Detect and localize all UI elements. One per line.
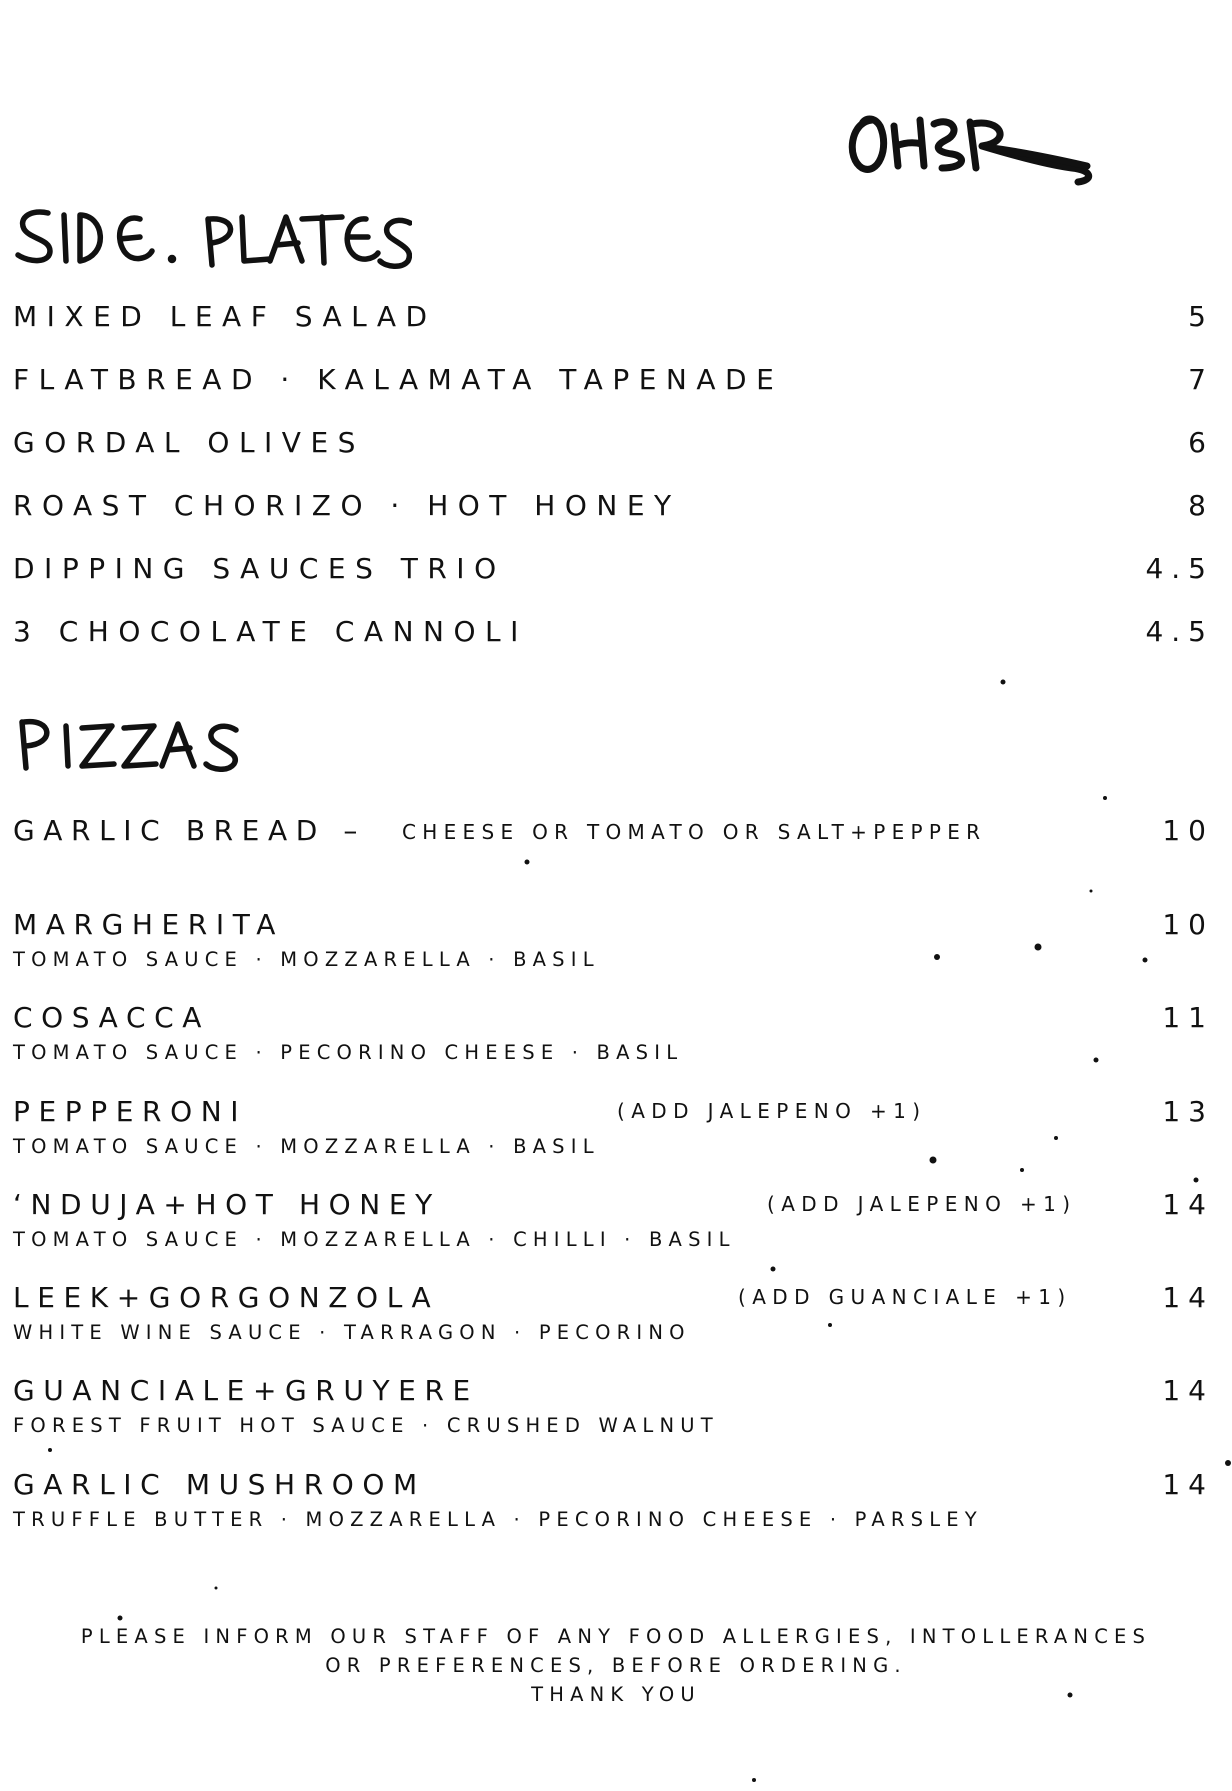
list-item bbox=[0, 1095, 1232, 1188]
item-name: ‘NDUJA+HOT HONEY bbox=[13, 1187, 441, 1221]
side-plates-heading bbox=[12, 205, 412, 271]
item-name: GARLIC BREAD – bbox=[13, 814, 366, 847]
item-description: TOMATO SAUCE · PECORINO CHEESE · BASIL bbox=[13, 1041, 684, 1065]
garlic-bread-row bbox=[0, 814, 1232, 854]
allergy-notice bbox=[0, 1622, 1232, 1709]
item-price: 14 bbox=[1162, 1467, 1214, 1501]
list-item bbox=[0, 1001, 1232, 1094]
item-name: PEPPERONI bbox=[13, 1094, 248, 1128]
item-addon: (ADD GUANCIALE +1) bbox=[738, 1285, 1072, 1310]
item-price: 10 bbox=[1162, 814, 1214, 847]
list-item bbox=[0, 1188, 1232, 1281]
item-name: COSACCA bbox=[13, 1001, 211, 1035]
item-price: 11 bbox=[1162, 1001, 1214, 1035]
list-item bbox=[0, 479, 1232, 542]
item-price: 4.5 bbox=[1145, 552, 1214, 585]
item-description: WHITE WINE SAUCE · TARRAGON · PECORINO bbox=[13, 1321, 691, 1345]
item-name: MIXED LEAF SALAD bbox=[13, 300, 437, 333]
list-item bbox=[0, 353, 1232, 416]
item-description: TOMATO SAUCE · MOZZARELLA · BASIL bbox=[13, 1134, 600, 1158]
item-name: GORDAL OLIVES bbox=[13, 426, 365, 459]
notice-line: THANK YOU bbox=[531, 1683, 701, 1706]
side-plates-list bbox=[0, 290, 1232, 668]
item-addon: (ADD JALEPENO +1) bbox=[617, 1098, 927, 1123]
item-name: GARLIC MUSHROOM bbox=[13, 1467, 426, 1501]
item-options: CHEESE OR TOMATO OR SALT+PEPPER bbox=[402, 820, 987, 844]
list-item bbox=[0, 1374, 1232, 1467]
item-name: 3 CHOCOLATE CANNOLI bbox=[13, 615, 528, 648]
item-price: 7 bbox=[1188, 363, 1214, 396]
pizza-list bbox=[0, 908, 1232, 1561]
list-item bbox=[0, 1468, 1232, 1561]
item-name: GUANCIALE+GRUYERE bbox=[13, 1374, 479, 1408]
item-price: 4.5 bbox=[1145, 615, 1214, 648]
item-price: 14 bbox=[1162, 1281, 1214, 1315]
item-name: FLATBREAD · KALAMATA TAPENADE bbox=[13, 363, 784, 396]
list-item bbox=[0, 290, 1232, 353]
notice-line: PLEASE INFORM OUR STAFF OF ANY FOOD ALLERGIES, INTOLLERANCES bbox=[80, 1625, 1152, 1648]
item-name: DIPPING SAUCES TRIO bbox=[13, 552, 506, 585]
pizzas-heading bbox=[12, 712, 242, 772]
list-item bbox=[0, 1281, 1232, 1374]
item-price: 14 bbox=[1162, 1374, 1214, 1408]
item-price: 14 bbox=[1162, 1187, 1214, 1221]
item-addon: (ADD JALEPENO +1) bbox=[767, 1191, 1077, 1216]
brand-logo bbox=[842, 108, 1102, 203]
item-price: 6 bbox=[1188, 426, 1214, 459]
item-description: TOMATO SAUCE · MOZZARELLA · CHILLI · BASIL bbox=[13, 1227, 736, 1251]
item-name: ROAST CHORIZO · HOT HONEY bbox=[13, 489, 681, 522]
item-price: 13 bbox=[1162, 1094, 1214, 1128]
item-price: 8 bbox=[1188, 489, 1214, 522]
list-item bbox=[0, 605, 1232, 668]
item-description: TRUFFLE BUTTER · MOZZARELLA · PECORINO CHEESE · PARSLEY bbox=[13, 1507, 983, 1531]
notice-line: OR PREFERENCES, BEFORE ORDERING. bbox=[325, 1654, 907, 1677]
item-price: 5 bbox=[1188, 300, 1214, 333]
item-price: 10 bbox=[1162, 908, 1214, 941]
item-name: MARGHERITA bbox=[13, 908, 285, 941]
list-item bbox=[0, 416, 1232, 479]
list-item bbox=[0, 908, 1232, 1001]
item-description: FOREST FRUIT HOT SAUCE · CRUSHED WALNUT bbox=[13, 1414, 719, 1438]
item-description: TOMATO SAUCE · MOZZARELLA · BASIL bbox=[13, 948, 600, 971]
list-item bbox=[0, 542, 1232, 605]
item-name: LEEK+GORGONZOLA bbox=[13, 1281, 440, 1315]
